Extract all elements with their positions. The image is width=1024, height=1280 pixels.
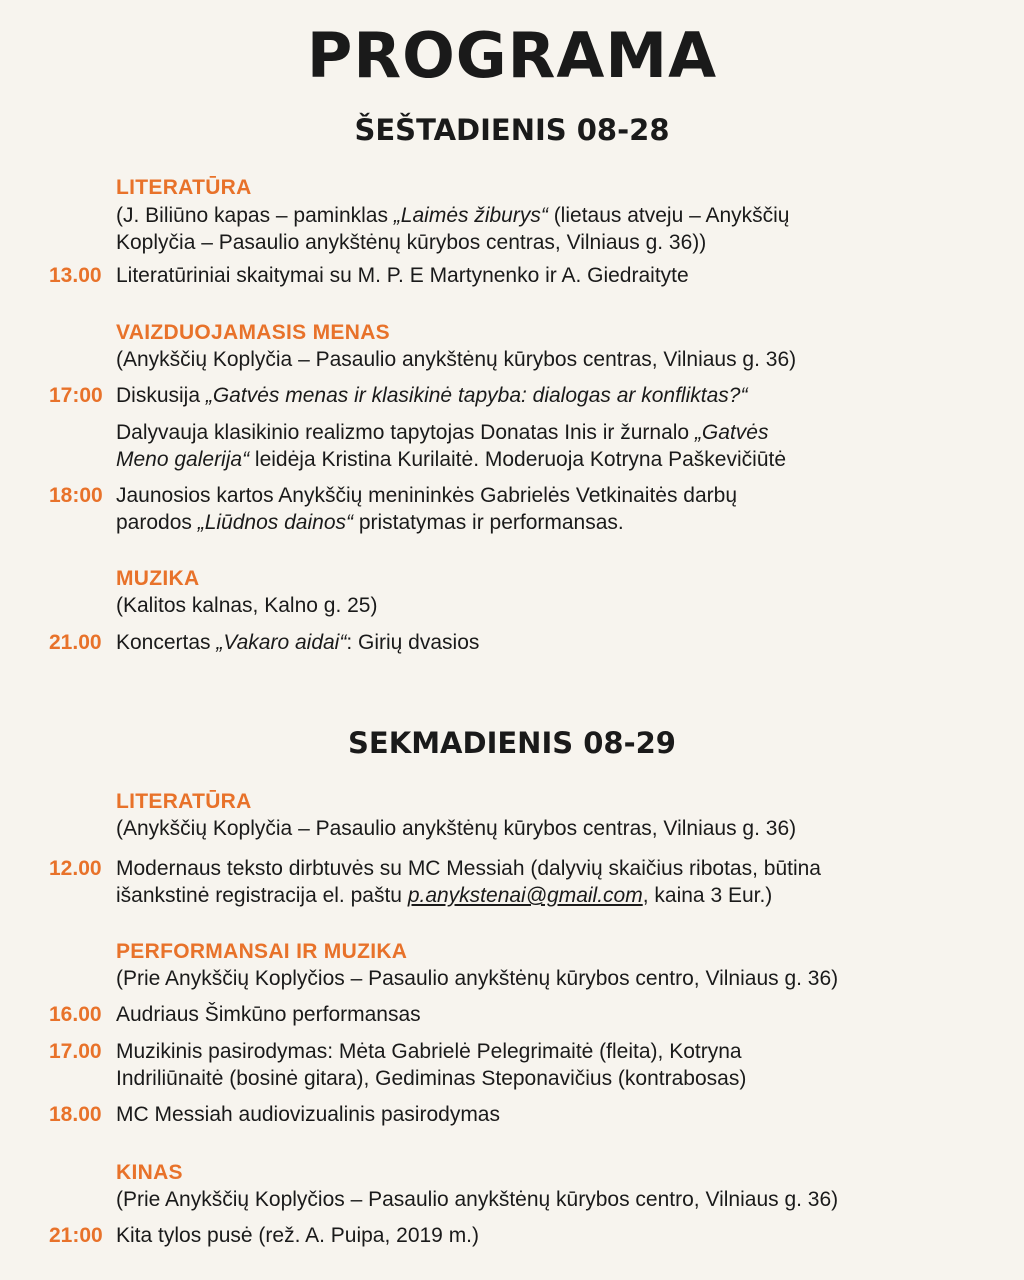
event-time: 17:00 bbox=[49, 384, 103, 407]
location-line: Koplyčia – Pasaulio anykštėnų kūrybos centras, Vilniaus g. 36)) bbox=[116, 231, 707, 254]
category-literature: LITERATŪRA bbox=[116, 790, 252, 813]
location-line: (Prie Anykščių Koplyčios – Pasaulio anykštėnų kūrybos centro, Vilniaus g. 36) bbox=[116, 967, 839, 990]
event-description: Meno galerija“ leidėja Kristina Kurilaitė. Moderuoja Kotryna Paškevičiūtė bbox=[116, 448, 787, 471]
event-time: 12.00 bbox=[49, 857, 102, 880]
email-link[interactable]: p.anykstenai@gmail.com bbox=[407, 884, 643, 907]
event-text: Kita tylos pusė (rež. A. Puipa, 2019 m.) bbox=[116, 1224, 480, 1247]
event-time: 13.00 bbox=[49, 264, 102, 287]
day-heading-sunday: SEKMADIENIS 08-29 bbox=[348, 726, 676, 760]
event-description: Dalyvauja klasikinio realizmo tapytojas Donatas Inis ir žurnalo „Gatvės bbox=[116, 421, 769, 444]
location-line: (J. Biliūno kapas – paminklas „Laimės žiburys“ (lietaus atveju – Anykščių bbox=[116, 204, 790, 227]
event-text: Modernaus teksto dirbtuvės su MC Messiah (dalyvių skaičius ribotas, būtina bbox=[116, 857, 821, 880]
event-text: Audriaus Šimkūno performansas bbox=[116, 1003, 421, 1026]
event-text: MC Messiah audiovizualinis pasirodymas bbox=[116, 1103, 500, 1126]
category-performance-music: PERFORMANSAI IR MUZIKA bbox=[116, 940, 408, 963]
event-text: Diskusija „Gatvės menas ir klasikinė tapyba: dialogas ar konfliktas?“ bbox=[116, 384, 748, 407]
location-line: (Kalitos kalnas, Kalno g. 25) bbox=[116, 594, 378, 617]
category-literature: LITERATŪRA bbox=[116, 176, 252, 199]
page-title: PROGRAMA bbox=[306, 19, 718, 92]
event-text: išankstinė registracija el. paštu p.anykstenai@gmail.com, kaina 3 Eur.) bbox=[116, 884, 773, 907]
event-text: Indriliūnaitė (bosinė gitara), Gediminas Steponavičius (kontrabosas) bbox=[116, 1067, 747, 1090]
event-time: 16.00 bbox=[49, 1003, 102, 1026]
event-text: parodos „Liūdnos dainos“ pristatymas ir performansas. bbox=[116, 511, 624, 534]
event-time: 18.00 bbox=[49, 1103, 102, 1126]
day-heading-saturday: ŠEŠTADIENIS 08-28 bbox=[354, 113, 670, 147]
event-text: Muzikinis pasirodymas: Mėta Gabrielė Pelegrimaitė (fleita), Kotryna bbox=[116, 1040, 742, 1063]
location-line: (Anykščių Koplyčia – Pasaulio anykštėnų kūrybos centras, Vilniaus g. 36) bbox=[116, 348, 797, 371]
event-time: 21.00 bbox=[49, 631, 102, 654]
event-text: Literatūriniai skaitymai su M. P. E Martynenko ir A. Giedraityte bbox=[116, 264, 689, 287]
event-time: 17.00 bbox=[49, 1040, 102, 1063]
category-film: KINAS bbox=[116, 1161, 183, 1184]
category-music: MUZIKA bbox=[116, 567, 200, 590]
location-line: (Prie Anykščių Koplyčios – Pasaulio anykštėnų kūrybos centro, Vilniaus g. 36) bbox=[116, 1188, 839, 1211]
event-time: 18:00 bbox=[49, 484, 103, 507]
event-text: Jaunosios kartos Anykščių menininkės Gabrielės Vetkinaitės darbų bbox=[116, 484, 737, 507]
location-line: (Anykščių Koplyčia – Pasaulio anykštėnų kūrybos centras, Vilniaus g. 36) bbox=[116, 817, 797, 840]
event-text: Koncertas „Vakaro aidai“: Girių dvasios bbox=[116, 631, 480, 654]
category-visual-art: VAIZDUOJAMASIS MENAS bbox=[116, 321, 390, 344]
event-time: 21:00 bbox=[49, 1224, 103, 1247]
